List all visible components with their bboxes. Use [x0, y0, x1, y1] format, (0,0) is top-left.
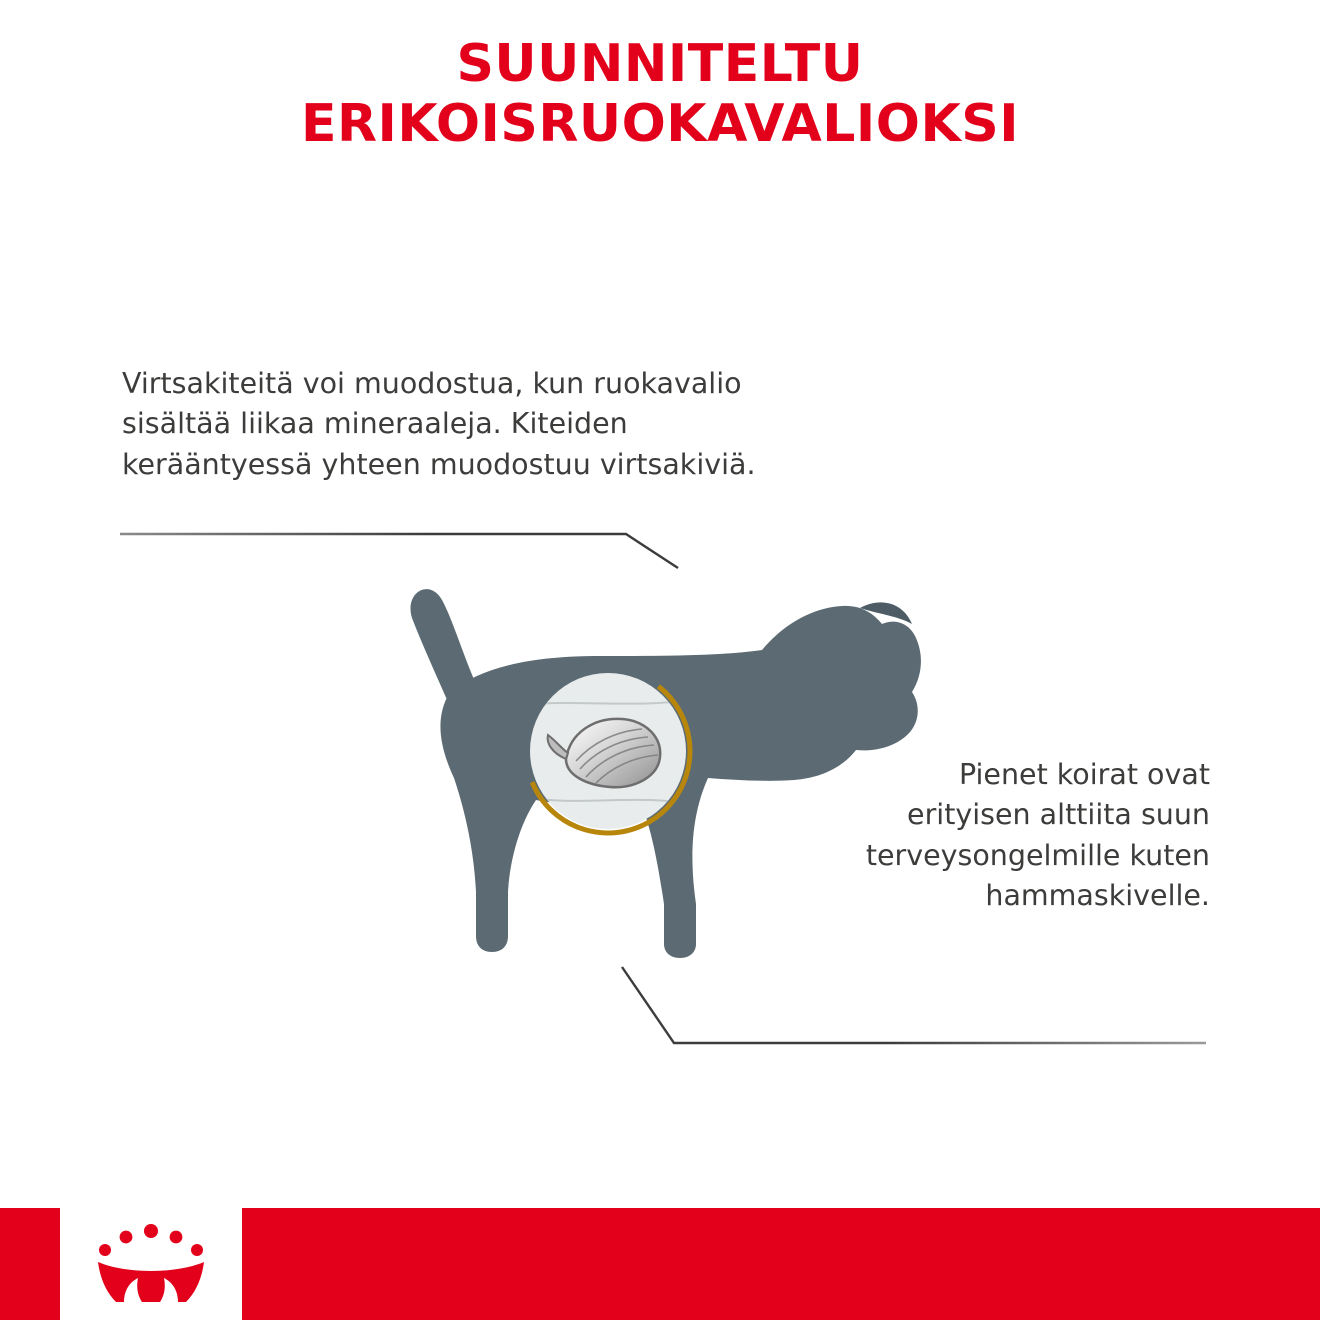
- brand-footer: [0, 1208, 1320, 1320]
- callout-oral-health-text: Pienet koirat ovat erityisen alttiita suun terveysongelmille kuten hammaskivelle.: [865, 758, 1210, 913]
- page-title: [0, 34, 1320, 155]
- leader-line-oral-health: [620, 965, 1210, 1055]
- urinary-crystal-magnifier: [522, 665, 694, 837]
- footer-gradient-fade: [1020, 1208, 1320, 1320]
- page-title-line-2: ERIKOISRUOKAVALIOKSI: [300, 94, 1020, 155]
- royal-canin-crown-logo: [86, 1222, 216, 1306]
- callout-urinary-text: Virtsakiteitä voi muodostua, kun ruokavalio sisältää liikaa mineraaleja. Kiteiden kerääntyessä yhteen muodostuu virtsakiviä.: [122, 367, 756, 481]
- page-title-line-1: SUUNNITELTU: [456, 34, 864, 94]
